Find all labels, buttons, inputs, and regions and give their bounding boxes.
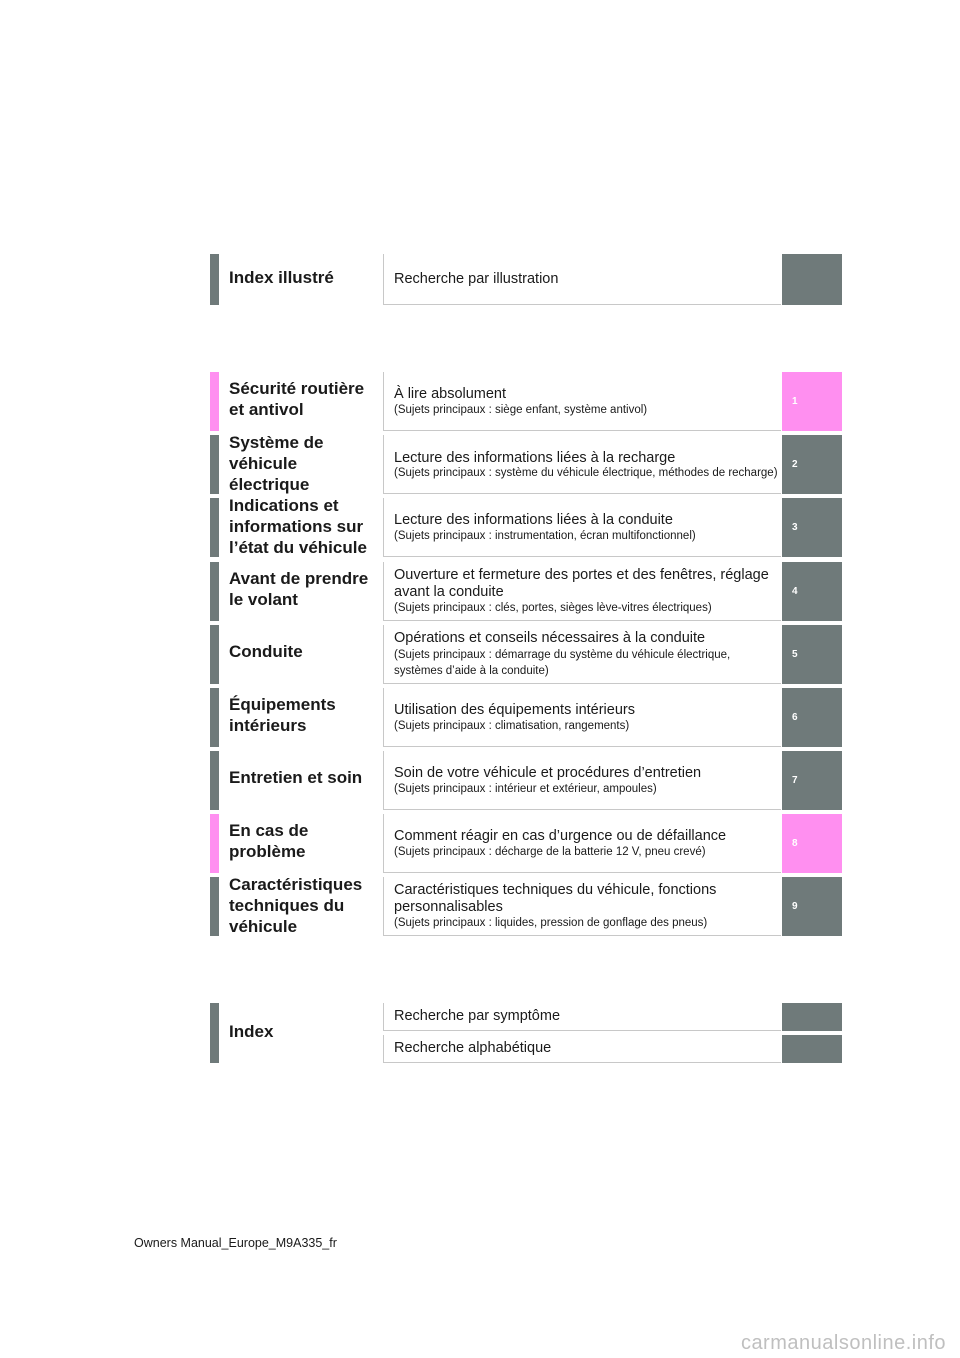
- chapter-title: Équipements intérieurs: [229, 695, 336, 735]
- index-bar: [210, 1003, 219, 1063]
- chapter-title: Conduite: [229, 642, 303, 661]
- section-tab[interactable]: [782, 254, 842, 305]
- index-item-symptom[interactable]: [383, 1003, 781, 1031]
- chapter-description: [383, 498, 781, 557]
- index-row: [210, 1003, 842, 1063]
- chapter-bar: [210, 877, 219, 936]
- chapter-description: [383, 751, 781, 810]
- chapter-main-text: Lecture des informations liées à la recharge: [394, 449, 676, 466]
- chapter-main-text: Caractéristiques techniques du véhicule, fonctions personnalisables: [394, 882, 717, 915]
- watermark: carmanualsonline.info: [740, 1332, 946, 1354]
- chapter-title: Système de véhicule électrique: [229, 433, 324, 494]
- chapter-sub-text: (Sujets principaux : système du véhicule électrique, méthodes de recharge): [394, 466, 778, 479]
- chapter-tab-number[interactable]: 3: [782, 498, 842, 557]
- chapter-tab-number[interactable]: 6: [782, 688, 842, 747]
- chapter-title: Entretien et soin: [229, 768, 363, 787]
- chapter-row-6[interactable]: [210, 688, 842, 747]
- index-item-label: Recherche par symptôme: [394, 1008, 561, 1024]
- chapter-main-text: Soin de votre véhicule et procédures d’entretien: [394, 764, 702, 781]
- index-illustre-row[interactable]: [210, 254, 842, 305]
- chapter-description: [383, 625, 781, 684]
- chapter-bar: [210, 562, 219, 621]
- chapter-title: Sécurité routière et antivol: [229, 379, 365, 419]
- chapter-sub-text: (Sujets principaux : siège enfant, système antivol): [394, 403, 648, 416]
- chapter-sub-text: (Sujets principaux : instrumentation, écran multifonctionnel): [394, 529, 696, 542]
- chapter-tab-number[interactable]: 4: [782, 562, 842, 621]
- chapter-title: Avant de prendre le volant: [229, 569, 369, 609]
- chapter-description: [383, 814, 781, 873]
- chapter-sub-text: (Sujets principaux : liquides, pression de gonflage des pneus): [394, 917, 708, 929]
- chapter-row-8[interactable]: [210, 814, 842, 873]
- index-title: Index: [229, 1022, 274, 1041]
- chapter-sub-text: (Sujets principaux : climatisation, rangements): [394, 719, 630, 732]
- footer-text: Owners Manual_Europe_M9A335_fr: [134, 1236, 337, 1250]
- chapter-tab-number[interactable]: 1: [782, 372, 842, 431]
- chapter-main-text: Opérations et conseils nécessaires à la conduite: [394, 629, 706, 646]
- chapter-bar: [210, 814, 219, 873]
- chapter-bar: [210, 751, 219, 810]
- chapter-title: Indications et informations sur l’état du véhicule: [229, 496, 367, 557]
- chapter-bar: [210, 372, 219, 431]
- chapter-tab-number[interactable]: 5: [782, 625, 842, 684]
- index-item-alphabetic[interactable]: [383, 1035, 781, 1063]
- chapter-bar: [210, 688, 219, 747]
- chapter-row-2[interactable]: [210, 435, 842, 494]
- chapter-sub-text: (Sujets principaux : intérieur et extérieur, ampoules): [394, 782, 657, 795]
- chapter-title: Caractéristiques techniques du véhicule: [229, 875, 363, 936]
- chapter-tab-number[interactable]: 7: [782, 751, 842, 810]
- chapter-sub-text: (Sujets principaux : clés, portes, sièges lève-vitres électriques): [394, 602, 712, 614]
- section-description: [383, 254, 781, 305]
- chapter-description: [383, 372, 781, 431]
- chapter-description: [383, 688, 781, 747]
- chapter-row-9[interactable]: [210, 877, 842, 936]
- chapter-main-text: Comment réagir en cas d’urgence ou de défaillance: [394, 827, 727, 844]
- index-tab-symptom[interactable]: [782, 1003, 842, 1031]
- chapter-sub-text: (Sujets principaux : démarrage du système du véhicule électrique, systèmes d’aide à la conduite): [394, 648, 731, 677]
- chapter-tab-number[interactable]: 8: [782, 814, 842, 873]
- chapter-row-1[interactable]: [210, 372, 842, 431]
- chapter-row-4[interactable]: [210, 562, 842, 621]
- index-item-label: Recherche alphabétique: [394, 1040, 552, 1056]
- chapter-description: [383, 877, 781, 936]
- chapter-main-text: À lire absolument: [394, 385, 507, 402]
- chapter-bar: [210, 435, 219, 494]
- chapter-bar: [210, 498, 219, 557]
- chapter-row-5[interactable]: [210, 625, 842, 684]
- section-title: Index illustré: [229, 268, 334, 287]
- chapter-bar: [210, 625, 219, 684]
- chapter-main-text: Utilisation des équipements intérieurs: [394, 701, 635, 718]
- chapter-description: [383, 562, 781, 621]
- chapter-title: En cas de problème: [229, 821, 309, 861]
- chapter-tab-number[interactable]: 2: [782, 435, 842, 494]
- chapter-description: [383, 435, 781, 494]
- chapter-row-3[interactable]: [210, 498, 842, 557]
- chapter-tab-number[interactable]: 9: [782, 877, 842, 936]
- chapter-main-text: Ouverture et fermeture des portes et des fenêtres, réglage avant la conduite: [394, 567, 769, 600]
- chapter-sub-text: (Sujets principaux : décharge de la batterie 12 V, pneu crevé): [394, 845, 706, 858]
- section-main-text: Recherche par illustration: [394, 270, 559, 287]
- chapter-row-7[interactable]: [210, 751, 842, 810]
- index-tab-alphabetic[interactable]: [782, 1035, 842, 1063]
- section-bar: [210, 254, 219, 305]
- chapter-main-text: Lecture des informations liées à la conduite: [394, 511, 673, 528]
